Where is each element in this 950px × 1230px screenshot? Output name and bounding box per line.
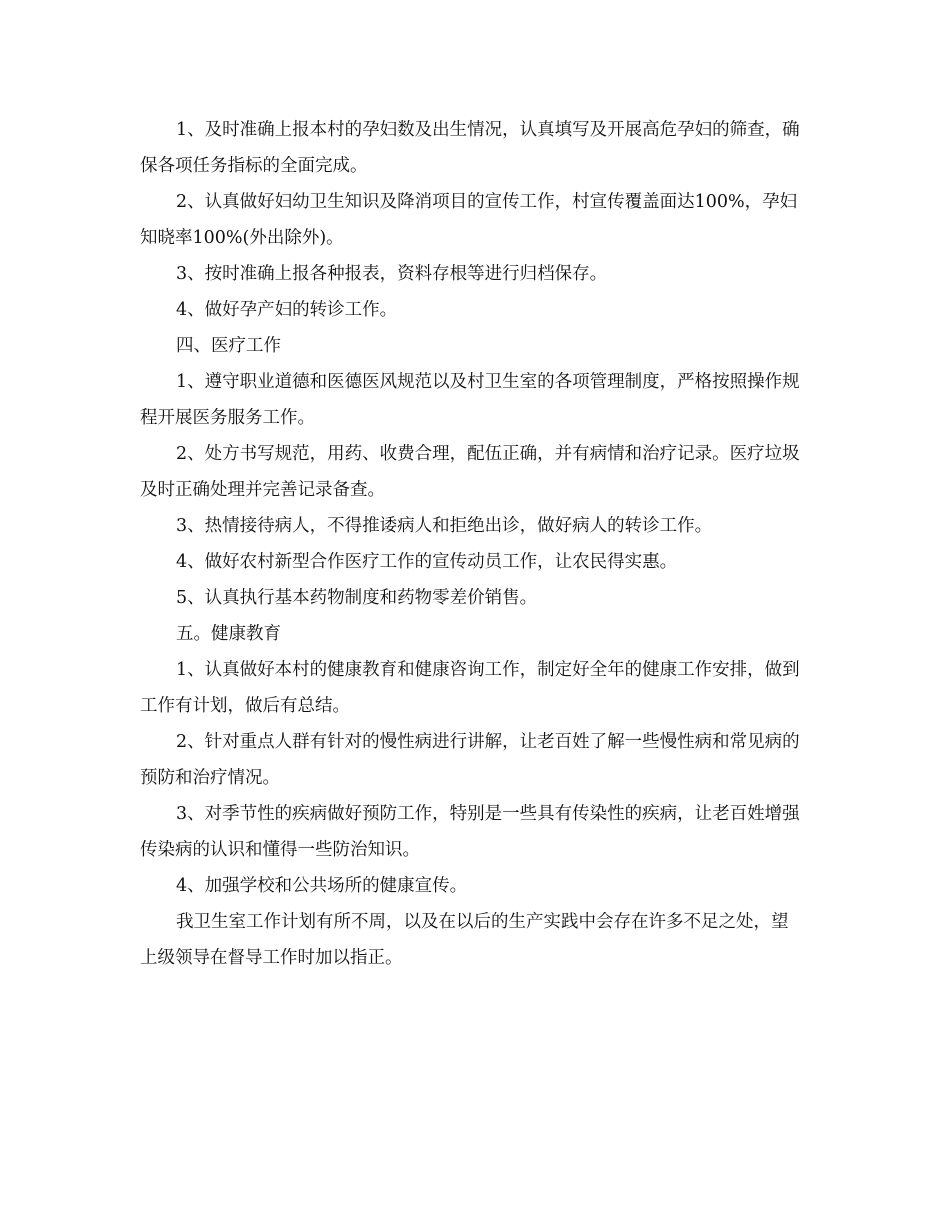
paragraph-maternal-4: 4、做好孕产妇的转诊工作。 [176, 300, 398, 320]
paragraph-health-2: 2、针对重点人群有针对的慢性病进行讲解，让老百姓了解一些慢性病和常见病的预防和治疗情况。 [140, 732, 800, 788]
section-heading-medical: 四、医疗工作 [176, 336, 281, 356]
paragraph-medical-2: 2、处方书写规范，用药、收费合理，配伍正确，并有病情和治疗记录。医疗垃圾及时正确处理并完善记录备查。 [140, 444, 800, 500]
paragraph-medical-4: 4、做好农村新型合作医疗工作的宣传动员工作，让农民得实惠。 [176, 552, 678, 572]
paragraph-maternal-2: 2、认真做好妇幼卫生知识及降消项目的宣传工作，村宣传覆盖面达100%，孕妇知晓率100%(外出除外)。 [140, 192, 798, 248]
paragraph-medical-3: 3、热情接待病人，不得推诿病人和拒绝出诊，做好病人的转诊工作。 [176, 516, 713, 536]
paragraph-health-1: 1、认真做好本村的健康教育和健康咨询工作，制定好全年的健康工作安排，做到工作有计划，做后有总结。 [140, 660, 800, 716]
paragraph-maternal-1: 1、及时准确上报本村的孕妇数及出生情况，认真填写及开展高危孕妇的筛查，确保各项任务指标的全面完成。 [140, 120, 800, 176]
closing-paragraph: 我卫生室工作计划有所不周，以及在以后的生产实践中会存在许多不足之处，望上级领导在督导工作时加以指正。 [140, 912, 789, 968]
section-heading-health-education: 五。健康教育 [176, 624, 281, 644]
paragraph-health-4: 4、加强学校和公共场所的健康宣传。 [176, 876, 468, 896]
paragraph-health-3: 3、对季节性的疾病做好预防工作，特别是一些具有传染性的疾病，让老百姓增强传染病的认识和懂得一些防治知识。 [140, 804, 800, 860]
paragraph-medical-1: 1、遵守职业道德和医德医风规范以及村卫生室的各项管理制度，严格按照操作规程开展医务服务工作。 [140, 372, 800, 428]
document-body [140, 112, 804, 976]
paragraph-medical-5: 5、认真执行基本药物制度和药物零差价销售。 [176, 588, 538, 608]
paragraph-maternal-3: 3、按时准确上报各种报表，资料存根等进行归档保存。 [176, 264, 608, 284]
